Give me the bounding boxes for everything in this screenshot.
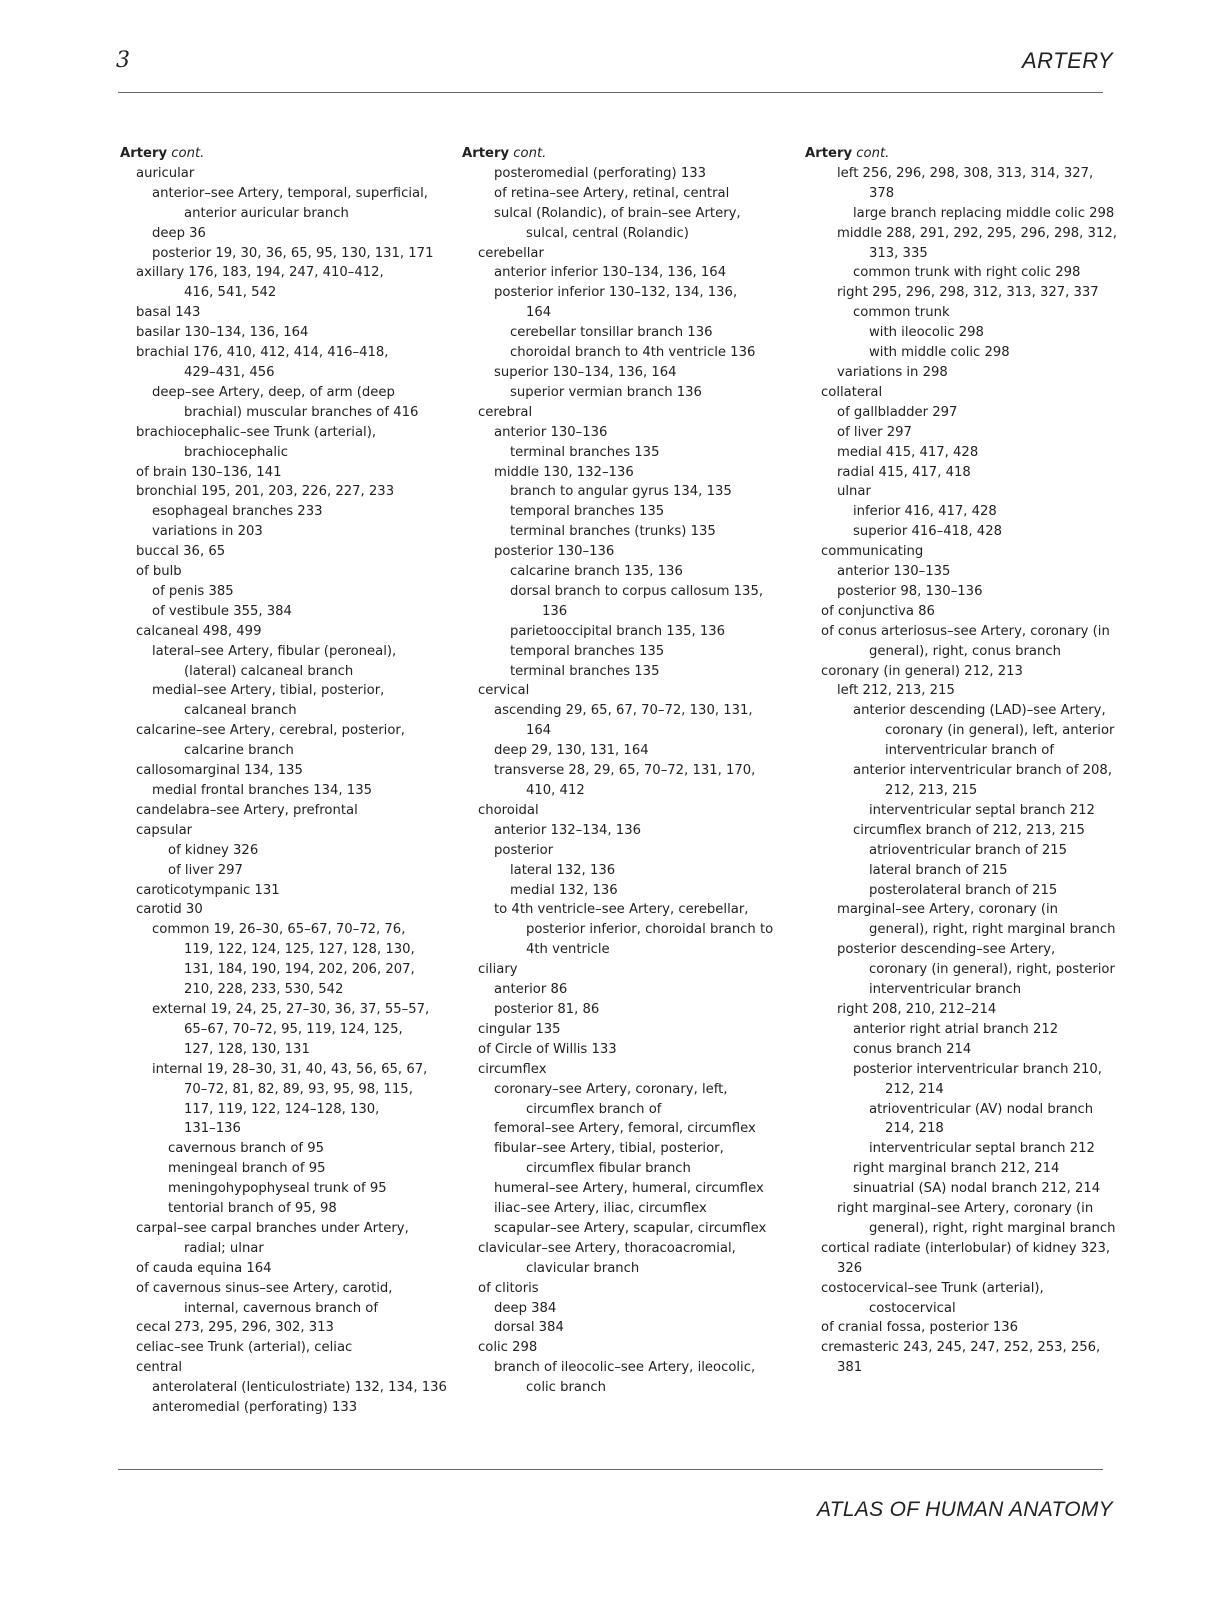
index-entry: cortical radiate (interlobular) of kidney 323, bbox=[821, 1240, 1111, 1256]
index-entry: of clitoris bbox=[478, 1280, 539, 1296]
index-entries bbox=[462, 164, 792, 1398]
index-entry: capsular bbox=[136, 822, 193, 838]
index-entry: atrioventricular branch of 215 bbox=[869, 842, 1068, 858]
index-entry: interventricular septal branch 212 bbox=[869, 1141, 1095, 1157]
index-entry: of penis 385 bbox=[152, 583, 234, 599]
index-entry: colic branch bbox=[526, 1380, 606, 1396]
index-entry: of conus arteriosus–see Artery, coronary (in bbox=[821, 623, 1110, 639]
index-entry: of kidney 326 bbox=[168, 842, 259, 858]
index-entry: fibular–see Artery, tibial, posterior, bbox=[494, 1141, 724, 1157]
index-entry: 210, 228, 233, 530, 542 bbox=[184, 982, 344, 998]
index-entry: sulcal, central (Rolandic) bbox=[526, 225, 689, 241]
index-entry: of Circle of Willis 133 bbox=[478, 1041, 617, 1057]
index-entry: anterior descending (LAD)–see Artery, bbox=[853, 703, 1106, 719]
page-number: 3 bbox=[116, 48, 130, 73]
index-entry: posterior interventricular branch 210, bbox=[853, 1061, 1102, 1077]
index-entry: calcaneal branch bbox=[184, 703, 297, 719]
index-entry: (lateral) calcaneal branch bbox=[184, 663, 354, 679]
index-entry: clavicular branch bbox=[526, 1260, 640, 1276]
index-entry: middle 130, 132–136 bbox=[494, 464, 634, 480]
index-entry: circumflex branch of bbox=[526, 1101, 662, 1117]
index-entry: femoral–see Artery, femoral, circumflex bbox=[494, 1121, 756, 1137]
index-entry: anterior inferior 130–134, 136, 164 bbox=[494, 265, 727, 281]
index-column-3 bbox=[805, 144, 1135, 1378]
index-entry: 70–72, 81, 82, 89, 93, 95, 98, 115, bbox=[184, 1081, 413, 1097]
index-entry: anterolateral (lenticulostriate) 132, 134, 136 bbox=[152, 1380, 447, 1396]
index-entry: variations in 298 bbox=[837, 364, 948, 380]
index-entry: anterior 130–135 bbox=[837, 564, 951, 580]
index-entry: 212, 214 bbox=[885, 1081, 944, 1097]
running-head: ARTERY bbox=[1021, 48, 1113, 73]
index-entry: terminal branches (trunks) 135 bbox=[510, 524, 716, 540]
index-entry: posterior inferior 130–132, 134, 136, bbox=[494, 285, 738, 301]
column-head bbox=[462, 144, 792, 164]
index-entry: lateral branch of 215 bbox=[869, 862, 1008, 878]
index-entry: circumflex branch of 212, 213, 215 bbox=[853, 822, 1085, 838]
index-entry: 164 bbox=[526, 723, 552, 739]
index-entry: medial 132, 136 bbox=[510, 882, 618, 898]
index-entry: coronary–see Artery, coronary, left, bbox=[494, 1081, 728, 1097]
index-entry: to 4th ventricle–see Artery, cerebellar, bbox=[494, 902, 749, 918]
index-entry: calcarine branch bbox=[184, 743, 294, 759]
index-entry: marginal–see Artery, coronary (in bbox=[837, 902, 1059, 918]
index-entry: of cavernous sinus–see Artery, carotid, bbox=[136, 1280, 393, 1296]
index-entry: terminal branches 135 bbox=[510, 663, 660, 679]
index-entry: scapular–see Artery, scapular, circumflex bbox=[494, 1220, 767, 1236]
index-entry: interventricular septal branch 212 bbox=[869, 802, 1095, 818]
index-entry: colic 298 bbox=[478, 1340, 538, 1356]
index-entry: deep 29, 130, 131, 164 bbox=[494, 743, 649, 759]
index-entry: temporal branches 135 bbox=[510, 643, 665, 659]
index-entry: lateral 132, 136 bbox=[510, 862, 616, 878]
index-entry: 381 bbox=[837, 1360, 863, 1376]
index-entry: calcaneal 498, 499 bbox=[136, 623, 262, 639]
index-entry: 131, 184, 190, 194, 202, 206, 207, bbox=[184, 962, 415, 978]
index-entry: medial–see Artery, tibial, posterior, bbox=[152, 683, 385, 699]
index-entry: interventricular branch bbox=[869, 982, 1022, 998]
index-entry: 378 bbox=[869, 185, 895, 201]
index-entry: 119, 122, 124, 125, 127, 128, 130, bbox=[184, 942, 415, 958]
index-entry: of conjunctiva 86 bbox=[821, 603, 935, 619]
index-entry: esophageal branches 233 bbox=[152, 504, 323, 520]
column-head-term: Artery bbox=[805, 146, 853, 161]
index-entry: posterior bbox=[494, 842, 554, 858]
index-entry: callosomarginal 134, 135 bbox=[136, 763, 303, 779]
index-entry: transverse 28, 29, 65, 70–72, 131, 170, bbox=[494, 763, 756, 779]
index-entry: cremasteric 243, 245, 247, 252, 253, 256, bbox=[821, 1340, 1101, 1356]
index-entry: caroticotympanic 131 bbox=[136, 882, 280, 898]
index-entry: cingular 135 bbox=[478, 1021, 561, 1037]
index-entry: right 295, 296, 298, 312, 313, 327, 337 bbox=[837, 285, 1099, 301]
index-column-1 bbox=[120, 144, 450, 1418]
index-entry: 131–136 bbox=[184, 1121, 241, 1137]
index-entry: of bulb bbox=[136, 564, 182, 580]
column-head-term: Artery bbox=[120, 146, 168, 161]
index-entry: anterior right atrial branch 212 bbox=[853, 1021, 1059, 1037]
index-column-2 bbox=[462, 144, 792, 1398]
index-entry: parietooccipital branch 135, 136 bbox=[510, 623, 726, 639]
index-entry: dorsal 384 bbox=[494, 1320, 564, 1336]
index-entry: posterior 19, 30, 36, 65, 95, 130, 131, 171 bbox=[152, 245, 434, 261]
index-entry: basilar 130–134, 136, 164 bbox=[136, 325, 309, 341]
index-entry: internal, cavernous branch of bbox=[184, 1300, 379, 1316]
index-entry: costocervical bbox=[869, 1300, 956, 1316]
index-entry: common 19, 26–30, 65–67, 70–72, 76, bbox=[152, 922, 406, 938]
index-entry: terminal branches 135 bbox=[510, 444, 660, 460]
index-entry: posterior 130–136 bbox=[494, 544, 615, 560]
index-entry: of vestibule 355, 384 bbox=[152, 603, 292, 619]
index-entry: medial frontal branches 134, 135 bbox=[152, 783, 372, 798]
index-entry: brachiocephalic bbox=[184, 444, 288, 460]
index-entry: anteromedial (perforating) 133 bbox=[152, 1400, 358, 1416]
index-entry: of liver 297 bbox=[168, 862, 243, 878]
index-entry: right marginal–see Artery, coronary (in bbox=[837, 1201, 1094, 1217]
index-entry: variations in 203 bbox=[152, 524, 263, 540]
index-entries bbox=[805, 164, 1135, 1378]
index-entry: general), right, conus branch bbox=[869, 643, 1061, 659]
index-entry: middle 288, 291, 292, 295, 296, 298, 312, bbox=[837, 225, 1117, 241]
index-entry: brachiocephalic–see Trunk (arterial), bbox=[136, 424, 377, 440]
index-entry: 429–431, 456 bbox=[184, 364, 275, 380]
index-entry: interventricular branch of bbox=[885, 743, 1054, 759]
index-entry: communicating bbox=[821, 544, 924, 560]
index-entry: posterolateral branch of 215 bbox=[869, 882, 1058, 898]
index-entry: conus branch 214 bbox=[853, 1041, 972, 1057]
column-head bbox=[805, 144, 1135, 164]
index-entry: deep 384 bbox=[494, 1300, 557, 1316]
index-entry: superior vermian branch 136 bbox=[510, 384, 702, 400]
index-entry: posterior 81, 86 bbox=[494, 1001, 600, 1017]
index-entry: calcarine branch 135, 136 bbox=[510, 564, 683, 580]
index-entry: 410, 412 bbox=[526, 783, 585, 798]
index-entry: left 256, 296, 298, 308, 313, 314, 327, bbox=[837, 165, 1094, 181]
index-entry: 416, 541, 542 bbox=[184, 285, 277, 301]
index-entry: 326 bbox=[837, 1260, 863, 1276]
index-entry: circumflex bbox=[478, 1061, 547, 1077]
index-entry: of liver 297 bbox=[837, 424, 912, 440]
index-entry: humeral–see Artery, humeral, circumflex bbox=[494, 1181, 764, 1197]
index-entry: of cauda equina 164 bbox=[136, 1260, 272, 1276]
index-entry: tentorial branch of 95, 98 bbox=[168, 1201, 337, 1217]
index-entry: cervical bbox=[478, 683, 530, 699]
index-entry: choroidal branch to 4th ventricle 136 bbox=[510, 345, 756, 361]
index-entry: anterior 132–134, 136 bbox=[494, 822, 641, 838]
index-entry: 127, 128, 130, 131 bbox=[184, 1041, 310, 1057]
index-entry: 117, 119, 122, 124–128, 130, bbox=[184, 1101, 380, 1117]
index-entry: meningeal branch of 95 bbox=[168, 1161, 326, 1177]
bottom-rule bbox=[118, 1469, 1103, 1470]
index-entry: temporal branches 135 bbox=[510, 504, 665, 520]
index-entry: 136 bbox=[542, 603, 568, 619]
index-entry: ascending 29, 65, 67, 70–72, 130, 131, bbox=[494, 703, 753, 719]
index-entry: internal 19, 28–30, 31, 40, 43, 56, 65, 67, bbox=[152, 1061, 428, 1077]
index-entry: 65–67, 70–72, 95, 119, 124, 125, bbox=[184, 1021, 403, 1037]
index-entry: 164 bbox=[526, 305, 552, 321]
index-entry: deep–see Artery, deep, of arm (deep bbox=[152, 384, 395, 400]
index-entry: central bbox=[136, 1360, 183, 1376]
index-entry: cavernous branch of 95 bbox=[168, 1141, 325, 1157]
index-entry: auricular bbox=[136, 165, 195, 181]
index-entry: large branch replacing middle colic 298 bbox=[853, 205, 1115, 221]
index-entry: cerebral bbox=[478, 404, 533, 420]
index-entry: 313, 335 bbox=[869, 245, 928, 261]
index-entry: anterior 130–136 bbox=[494, 424, 608, 440]
index-entry: celiac–see Trunk (arterial), celiac bbox=[136, 1340, 353, 1356]
index-entry: deep 36 bbox=[152, 225, 206, 241]
index-entry: posterior descending–see Artery, bbox=[837, 942, 1056, 958]
index-entry: circumflex fibular branch bbox=[526, 1161, 691, 1177]
index-entry: of brain 130–136, 141 bbox=[136, 464, 282, 480]
index-entry: buccal 36, 65 bbox=[136, 544, 226, 560]
index-entry: common trunk bbox=[853, 305, 950, 321]
index-entry: right 208, 210, 212–214 bbox=[837, 1001, 997, 1017]
index-entry: cerebellar tonsillar branch 136 bbox=[510, 325, 713, 341]
column-head-cont: cont. bbox=[171, 146, 205, 161]
index-entry: coronary (in general), right, posterior bbox=[869, 962, 1115, 978]
index-entry: inferior 416, 417, 428 bbox=[853, 504, 997, 520]
index-entry: posterior inferior, choroidal branch to bbox=[526, 922, 774, 938]
index-entry: of retina–see Artery, retinal, central bbox=[494, 185, 730, 201]
index-entry: coronary (in general) 212, 213 bbox=[821, 663, 1023, 679]
index-entry: general), right, right marginal branch bbox=[869, 922, 1116, 938]
index-entry: superior 130–134, 136, 164 bbox=[494, 364, 677, 380]
index-entry: atrioventricular (AV) nodal branch bbox=[869, 1101, 1094, 1117]
index-entry: meningohypophyseal trunk of 95 bbox=[168, 1181, 387, 1197]
index-entry: ulnar bbox=[837, 484, 871, 500]
index-entry: candelabra–see Artery, prefrontal bbox=[136, 802, 358, 818]
index-entry: axillary 176, 183, 194, 247, 410–412, bbox=[136, 265, 384, 281]
index-entry: general), right, right marginal branch bbox=[869, 1220, 1116, 1236]
index-entry: brachial 176, 410, 412, 414, 416–418, bbox=[136, 345, 389, 361]
column-head-cont: cont. bbox=[856, 146, 890, 161]
index-entry: anterior–see Artery, temporal, superficial, bbox=[152, 185, 428, 201]
index-entry: 214, 218 bbox=[885, 1121, 944, 1137]
index-entry: superior 416–418, 428 bbox=[853, 524, 1002, 540]
index-entry: branch to angular gyrus 134, 135 bbox=[510, 484, 732, 500]
index-entry: of gallbladder 297 bbox=[837, 404, 958, 420]
index-entry: posterior 98, 130–136 bbox=[837, 583, 983, 599]
index-entry: of cranial fossa, posterior 136 bbox=[821, 1320, 1019, 1336]
index-entry: collateral bbox=[821, 384, 883, 400]
index-entry: anterior interventricular branch of 208, bbox=[853, 763, 1113, 779]
footer-title: ATLAS OF HUMAN ANATOMY bbox=[817, 1498, 1113, 1521]
index-entry: bronchial 195, 201, 203, 226, 227, 233 bbox=[136, 484, 395, 500]
index-entry: 4th ventricle bbox=[526, 942, 610, 958]
index-entry: sulcal (Rolandic), of brain–see Artery, bbox=[494, 205, 741, 221]
index-entry: clavicular–see Artery, thoracoacromial, bbox=[478, 1240, 736, 1256]
index-entry: sinuatrial (SA) nodal branch 212, 214 bbox=[853, 1181, 1101, 1197]
index-entry: 212, 213, 215 bbox=[885, 783, 978, 798]
index-entry: dorsal branch to corpus callosum 135, bbox=[510, 583, 764, 599]
index-entry: with middle colic 298 bbox=[869, 345, 1010, 361]
index-entry: choroidal bbox=[478, 802, 539, 818]
index-entry: medial 415, 417, 428 bbox=[837, 444, 979, 460]
top-rule bbox=[118, 92, 1103, 93]
index-entry: anterior 86 bbox=[494, 982, 568, 998]
index-entry: anterior auricular branch bbox=[184, 205, 349, 221]
index-entry: common trunk with right colic 298 bbox=[853, 265, 1081, 281]
index-entry: right marginal branch 212, 214 bbox=[853, 1161, 1060, 1177]
column-head bbox=[120, 144, 450, 164]
index-entry: branch of ileocolic–see Artery, ileocolic, bbox=[494, 1360, 756, 1376]
index-entry: coronary (in general), left, anterior bbox=[885, 723, 1115, 739]
index-entry: cecal 273, 295, 296, 302, 313 bbox=[136, 1320, 334, 1336]
index-entry: costocervical–see Trunk (arterial), bbox=[821, 1280, 1044, 1296]
index-entry: radial; ulnar bbox=[184, 1240, 264, 1256]
column-head-cont: cont. bbox=[513, 146, 547, 161]
index-entry: external 19, 24, 25, 27–30, 36, 37, 55–57, bbox=[152, 1001, 430, 1017]
index-entry: basal 143 bbox=[136, 305, 201, 321]
index-entry: carpal–see carpal branches under Artery, bbox=[136, 1220, 409, 1236]
index-entry: with ileocolic 298 bbox=[869, 325, 984, 341]
index-entry: calcarine–see Artery, cerebral, posterior, bbox=[136, 723, 405, 739]
index-entry: iliac–see Artery, iliac, circumflex bbox=[494, 1201, 707, 1217]
column-head-term: Artery bbox=[462, 146, 510, 161]
index-entry: brachial) muscular branches of 416 bbox=[184, 404, 419, 420]
index-entry: cerebellar bbox=[478, 245, 544, 261]
index-entry: lateral–see Artery, fibular (peroneal), bbox=[152, 643, 397, 659]
index-entry: ciliary bbox=[478, 962, 518, 978]
index-entry: left 212, 213, 215 bbox=[837, 683, 955, 699]
index-entries bbox=[120, 164, 450, 1418]
index-entry: posteromedial (perforating) 133 bbox=[494, 165, 707, 181]
index-entry: radial 415, 417, 418 bbox=[837, 464, 971, 480]
index-entry: carotid 30 bbox=[136, 902, 203, 918]
